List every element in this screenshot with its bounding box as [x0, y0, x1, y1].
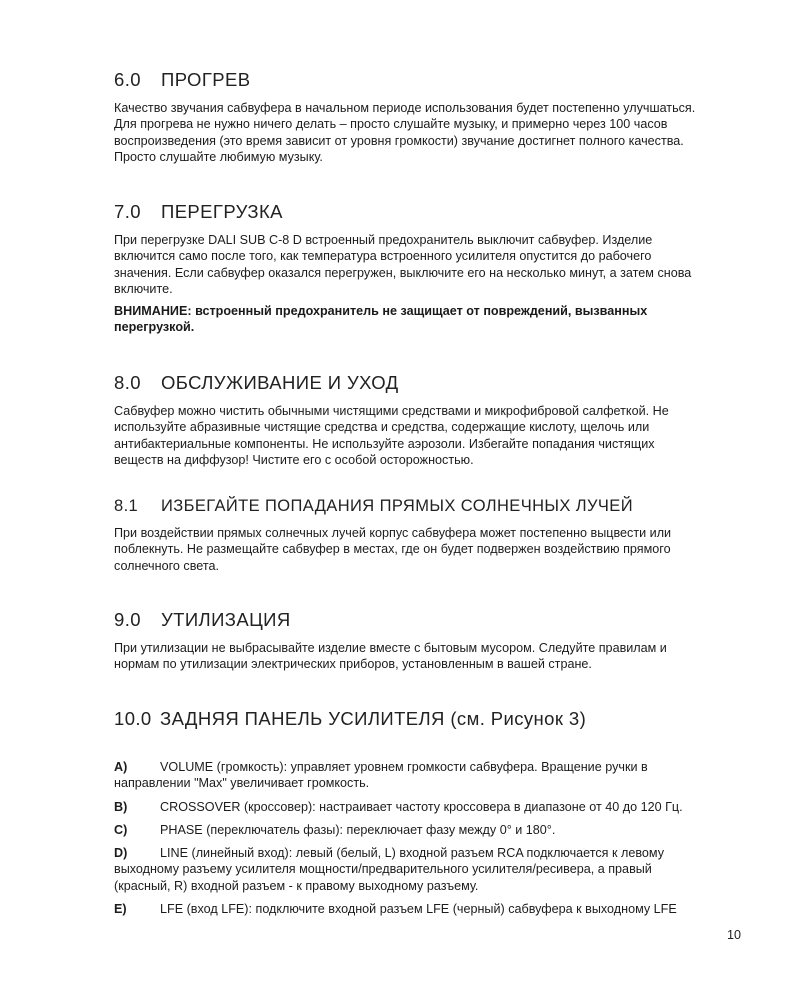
section-heading: [114, 495, 744, 517]
list-item-b: [114, 799, 714, 815]
paragraph-line: Качество звучания сабвуфера в начальном периоде использования будет постепенно улучшаться.: [114, 101, 696, 115]
section-title: ОБСЛУЖИВАНИЕ И УХОД: [161, 372, 399, 393]
paragraph-line: солнечного света.: [114, 558, 219, 573]
section-heading: [114, 609, 744, 631]
item-letter: A): [114, 760, 128, 774]
section-number: 6.0: [114, 69, 141, 90]
item-text: направлении "Max" увеличивает громкость.: [114, 776, 370, 791]
paragraph-line: используйте абразивные чистящие средства и средства, содержащие кислоту, щелочь или: [114, 420, 650, 435]
paragraph-line: включится само после того, как температура встроенного усилителя опустится до рабочего: [114, 249, 652, 264]
section-heading: [114, 708, 744, 730]
section-title: ПРОГРЕВ: [161, 69, 251, 90]
item-letter: D): [114, 846, 128, 860]
item-text: LINE (линейный вход): левый (белый, L) входной разъем RCA подключается к левому: [160, 846, 665, 860]
paragraph-line: антибактериальные компоненты. Не используйте аэрозоли. Избегайте попадания чистящих: [114, 436, 655, 451]
section-7-0: [114, 201, 744, 336]
paragraph-line: Для прогрева не нужно ничего делать – просто слушайте музыку, и примерно через 100 часов: [114, 117, 668, 132]
page-number: 10: [727, 928, 742, 942]
paragraph-line: веществ на диффузор! Чистите его с особой осторожностью.: [114, 452, 474, 467]
section-number: 8.0: [114, 372, 141, 393]
section-8-0: [114, 372, 744, 468]
item-text: (красный, R) входной разъем - к правому выходному разъему.: [114, 878, 479, 893]
section-number: 8.1: [114, 497, 139, 515]
section-10-0: [114, 708, 744, 730]
section-number: 9.0: [114, 609, 141, 630]
item-text: LFE (вход LFE): подключите входной разъем LFE (черный) сабвуфера к выходному LFE: [160, 902, 677, 916]
paragraph-line: включите.: [114, 281, 173, 296]
list-item-d: [114, 845, 714, 894]
warning-line: ВНИМАНИЕ: встроенный предохранитель не защищает от повреждений, вызванных: [114, 304, 648, 319]
section-title: ПЕРЕГРУЗКА: [161, 201, 283, 222]
warning-line: перегрузкой.: [114, 320, 195, 335]
paragraph-line: При перегрузке DALI SUB C-8 D встроенный предохранитель выключит сабвуфер. Изделие: [114, 233, 653, 247]
section-number: 7.0: [114, 201, 141, 222]
item-text: выходному разъему усилителя мощности/предварительного усилителя/ресивера, а правый: [114, 862, 652, 877]
section-8-1: [114, 495, 744, 574]
section-heading: [114, 372, 744, 394]
list-item-c: [114, 822, 714, 838]
item-letter: C): [114, 823, 128, 837]
list-item-a: [114, 759, 714, 792]
item-letter: E): [114, 902, 127, 916]
item-text: VOLUME (громкость): управляет уровнем громкости сабвуфера. Вращение ручки в: [160, 760, 648, 774]
item-text: PHASE (переключатель фазы): переключает фазу между 0° и 180°.: [160, 823, 556, 837]
section-title: ИЗБЕГАЙТЕ ПОПАДАНИЯ ПРЯМЫХ СОЛНЕЧНЫХ ЛУЧЕЙ: [161, 497, 633, 515]
section-heading: [114, 69, 744, 91]
item-letter: B): [114, 800, 128, 814]
list-item-e: [114, 901, 714, 917]
section-title: ЗАДНЯЯ ПАНЕЛЬ УСИЛИТЕЛЯ (см. Рисунок 3): [160, 708, 587, 729]
section-number: 10.0: [114, 708, 152, 729]
paragraph-line: значения. Если сабвуфер оказался перегружен, выключите его на несколько минут, а затем снова: [114, 265, 692, 280]
paragraph-line: нормам по утилизации электрических приборов, установленным в вашей стране.: [114, 657, 592, 672]
item-text: CROSSOVER (кроссовер): настраивает частоту кроссовера в диапазоне от 40 до 120 Гц.: [160, 800, 683, 814]
paragraph-line: При утилизации не выбрасывайте изделие вместе с бытовым мусором. Следуйте правилам и: [114, 641, 667, 655]
section-heading: [114, 201, 744, 223]
paragraph-line: Сабвуфер можно чистить обычными чистящими средствами и микрофибровой салфеткой. Не: [114, 404, 669, 418]
paragraph-line: воспроизведения (это время зависит от уровня громкости) звучание достигнет полного качества.: [114, 133, 684, 148]
section-title: УТИЛИЗАЦИЯ: [161, 609, 291, 630]
paragraph-line: Просто слушайте любимую музыку.: [114, 149, 323, 164]
paragraph-line: поблекнуть. Не размещайте сабвуфер в местах, где он будет подвержен воздействию прямого: [114, 542, 671, 557]
paragraph-line: При воздействии прямых солнечных лучей корпус сабвуфера может постепенно выцвести или: [114, 526, 672, 540]
section-6-0: [114, 69, 744, 165]
section-9-0: [114, 609, 744, 673]
